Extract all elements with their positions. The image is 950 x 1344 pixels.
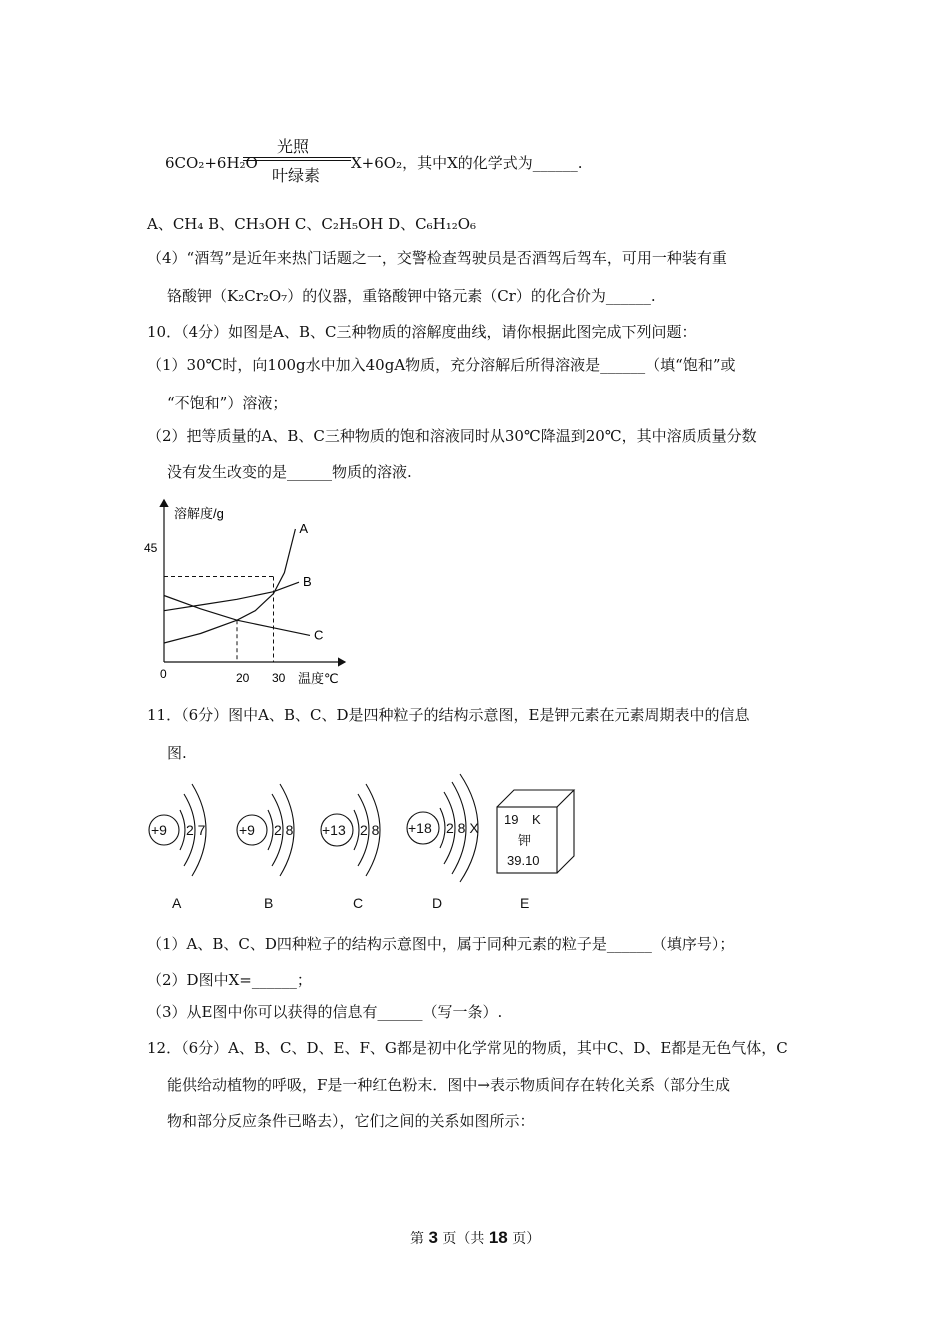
- equation-condition-bottom: 叶绿素: [272, 166, 321, 185]
- equation-bar-lower: [243, 160, 351, 161]
- diagram-label-d: D: [432, 895, 443, 911]
- diagram-label-e: E: [520, 895, 530, 911]
- atom-c-electrons: 2 8: [360, 822, 380, 838]
- atom-b-electrons: 2 8: [274, 822, 294, 838]
- footer-page-number: 3: [428, 1228, 438, 1247]
- curve-label-a: A: [299, 521, 309, 536]
- atom-d-shell-1: [440, 808, 445, 848]
- q11-part2: （2）D图中X=______；: [147, 971, 312, 989]
- q10-part2-line1: （2）把等质量的A、B、C三种物质的饱和溶液同时从30℃降温到20℃，其中溶质质量分数: [147, 427, 757, 445]
- q10-part1-line2: “不饱和”）溶液；: [167, 394, 288, 412]
- q11-stem-line1: 11．（6分）图中A、B、C、D是四种粒子的结构示意图，E是钾元素在元素周期表中的信息: [147, 706, 750, 724]
- atom-a-charge: +9: [151, 822, 167, 838]
- atom-a-shell-1: [180, 810, 185, 850]
- origin-label: 0: [160, 667, 167, 681]
- curve-label-c: C: [314, 627, 324, 643]
- x-axis-label: 温度℃: [298, 671, 339, 686]
- q12-line2: 能供给动植物的呼吸，F是一种红色粉末．图中→表示物质间存在转化关系（部分生成: [167, 1076, 730, 1094]
- solubility-chart: [140, 492, 360, 692]
- equation-rhs: X+6O₂，其中X的化学式为______.: [351, 154, 583, 172]
- y-tick-45: 45: [144, 541, 158, 555]
- footer-suffix: 页）: [512, 1231, 541, 1247]
- atom-b-charge: +9: [239, 822, 255, 838]
- footer-total-pages: 18: [488, 1228, 508, 1247]
- element-name: 钾: [518, 833, 532, 848]
- footer-middle: 页（共: [442, 1231, 485, 1247]
- diagram-label-b: B: [264, 895, 274, 911]
- element-symbol: K: [532, 812, 541, 827]
- atom-a-electrons: 2 7: [186, 822, 206, 838]
- footer-prefix: 第: [410, 1231, 424, 1247]
- equation-lhs: 6CO₂+6H₂O: [165, 154, 258, 172]
- x-tick-30: 30: [272, 671, 286, 685]
- curve-a: [164, 529, 295, 643]
- q11-part1: （1）A、B、C、D四种粒子的结构示意图中，属于同种元素的粒子是______（填序号）；: [147, 935, 735, 953]
- q4-line1: （4）“酒驾”是近年来热门话题之一，交警检查驾驶员是否酒驾后驾车，可用一种装有重: [147, 249, 727, 267]
- atom-c-shell-1: [354, 810, 359, 850]
- q11-part3: （3）从E图中你可以获得的信息有______（写一条）.: [147, 1003, 503, 1021]
- x-tick-20: 20: [236, 671, 250, 685]
- answer-options: A、CH₄ B、CH₃OH C、C₂H₅OH D、C₆H₁₂O₆: [147, 215, 477, 233]
- page-footer: [410, 1228, 540, 1248]
- q10-stem: 10．（4分）如图是A、B、C三种物质的溶解度曲线，请你根据此图完成下列问题：: [147, 323, 697, 341]
- q12-line3: 物和部分反应条件已略去），它们之间的关系如图所示：: [167, 1112, 535, 1130]
- element-number: 19: [504, 812, 519, 827]
- q10-part1-line1: （1）30℃时，向100g水中加入40gA物质，充分溶解后所得溶液是______（填“饱和”或: [147, 356, 736, 374]
- y-axis-label: 溶解度/g: [174, 506, 224, 521]
- q11-stem-line2: 图.: [167, 744, 187, 762]
- q4-line2: 铬酸钾（K₂Cr₂O₇）的仪器，重铬酸钾中铬元素（Cr）的化合价为______.: [167, 287, 656, 305]
- element-mass: 39.10: [507, 853, 540, 868]
- atom-b-shell-1: [268, 810, 273, 850]
- equation-bar-upper: [243, 157, 351, 158]
- atom-d-electrons: 2 8 X: [446, 820, 479, 836]
- q12-line1: 12．（6分）A、B、C、D、E、F、G都是初中化学常见的物质，其中C、D、E都是无色气体，C: [147, 1039, 788, 1057]
- particle-diagrams: [140, 770, 590, 920]
- curve-b: [164, 582, 299, 611]
- diagram-label-a: A: [172, 895, 182, 911]
- atom-c-charge: +13: [322, 822, 346, 838]
- q10-part2-line2: 没有发生改变的是______物质的溶液.: [167, 463, 412, 481]
- curve-label-b: B: [303, 574, 312, 590]
- diagram-label-c: C: [353, 895, 364, 911]
- atom-d-charge: +18: [408, 820, 432, 836]
- equation-condition-top: 光照: [277, 137, 310, 156]
